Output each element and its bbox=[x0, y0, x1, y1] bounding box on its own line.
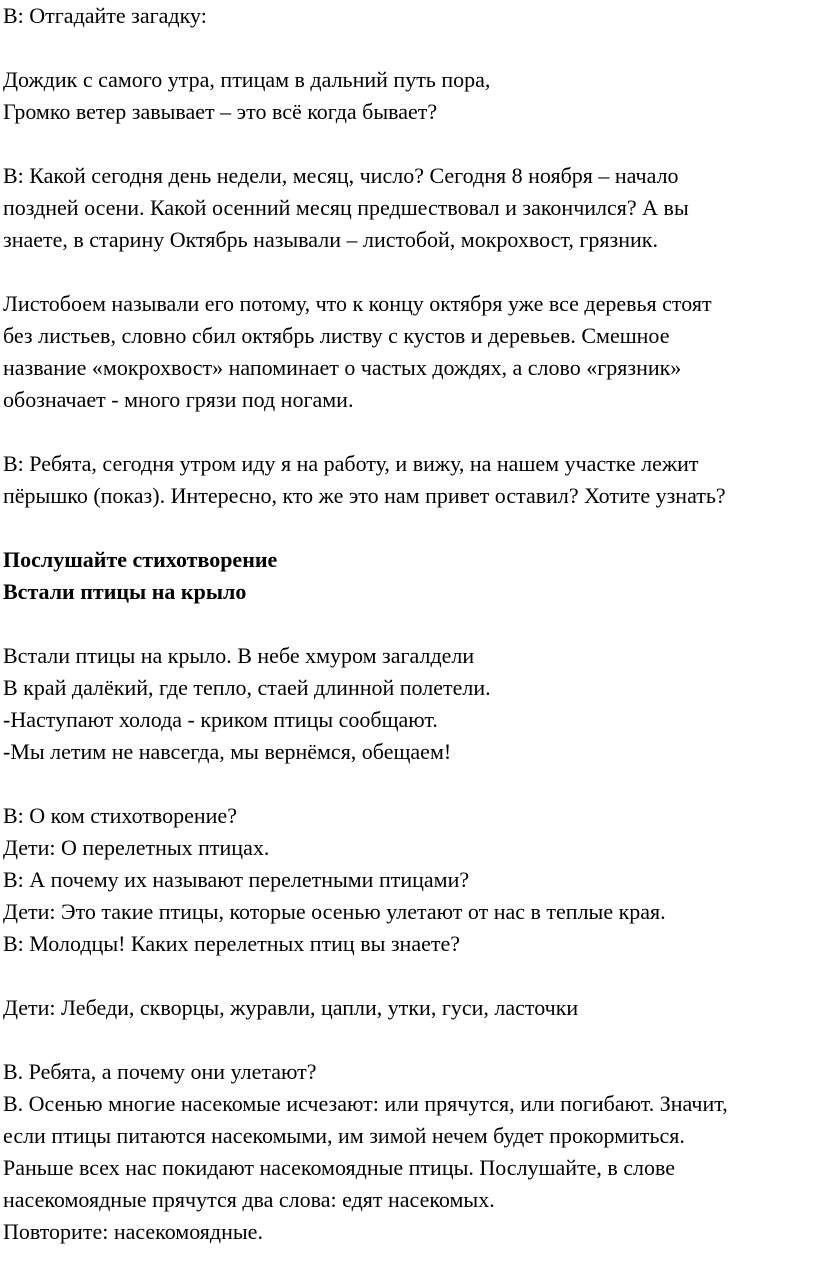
blank-line bbox=[3, 256, 813, 288]
text-line: насекомоядные прячутся два слова: едят насекомых. bbox=[3, 1187, 495, 1212]
text-line: Листобоем называли его потому, что к концу октября уже все деревья стоят bbox=[3, 291, 712, 316]
text-line: знаете, в старину Октябрь называли – листобой, мокрохвост, грязник. bbox=[3, 227, 658, 252]
text-line: обозначает - много грязи под ногами. bbox=[3, 387, 354, 412]
blank-line bbox=[3, 32, 813, 64]
poem-line: В край далёкий, где тепло, стаей длинной полетели. bbox=[3, 675, 491, 700]
poem-title: Встали птицы на крыло bbox=[3, 579, 247, 604]
text-line: Раньше всех нас покидают насекомоядные птицы. Послушайте, в слове bbox=[3, 1155, 676, 1180]
dialogue-line: В. Ребята, а почему они улетают? bbox=[3, 1059, 317, 1084]
text-line: В: Отгадайте загадку: bbox=[3, 3, 207, 28]
text-line: В: Ребята, сегодня утром иду я на работу, и вижу, на нашем участке лежит bbox=[3, 451, 699, 476]
blank-line bbox=[3, 128, 813, 160]
blank-line bbox=[3, 960, 813, 992]
document-page bbox=[3, 0, 813, 1248]
riddle-line: Громко ветер завывает – это всё когда бывает? bbox=[3, 99, 438, 124]
blank-line bbox=[3, 1024, 813, 1056]
dialogue-line: Дети: О перелетных птицах. bbox=[3, 835, 270, 860]
blank-line bbox=[3, 608, 813, 640]
dialogue-line: В: Молодцы! Каких перелетных птиц вы знаете? bbox=[3, 931, 460, 956]
section-heading: Послушайте стихотворение bbox=[3, 547, 278, 572]
dialogue-line: В: О ком стихотворение? bbox=[3, 803, 237, 828]
text-line: В: Какой сегодня день недели, месяц, число? Сегодня 8 ноября – начало bbox=[3, 163, 679, 188]
blank-line bbox=[3, 512, 813, 544]
text-line: В. Осенью многие насекомые исчезают: или прячутся, или погибают. Значит, bbox=[3, 1091, 728, 1116]
text-line: название «мокрохвост» напоминает о частых дождях, а слово «грязник» bbox=[3, 355, 682, 380]
dialogue-line: Дети: Это такие птицы, которые осенью улетают от нас в теплые края. bbox=[3, 899, 666, 924]
dialogue-line: В: А почему их называют перелетными птицами? bbox=[3, 867, 470, 892]
blank-line bbox=[3, 768, 813, 800]
text-line: поздней осени. Какой осенний месяц предшествовал и закончился? А вы bbox=[3, 195, 689, 220]
dialogue-line: Дети: Лебеди, скворцы, журавли, цапли, утки, гуси, ласточки bbox=[3, 995, 579, 1020]
poem-line: Встали птицы на крыло. В небе хмуром загалдели bbox=[3, 643, 475, 668]
riddle-line: Дождик с самого утра, птицам в дальний путь пора, bbox=[3, 67, 491, 92]
text-line: Повторите: насекомоядные. bbox=[3, 1219, 263, 1244]
text-line: без листьев, словно сбил октябрь листву с кустов и деревьев. Смешное bbox=[3, 323, 670, 348]
poem-line: -Мы летим не навсегда, мы вернёмся, обещаем! bbox=[3, 739, 452, 764]
poem-line: -Наступают холода - криком птицы сообщают. bbox=[3, 707, 438, 732]
text-line: пёрышко (показ). Интересно, кто же это нам привет оставил? Хотите узнать? bbox=[3, 483, 726, 508]
text-line: если птицы питаются насекомыми, им зимой нечем будет прокормиться. bbox=[3, 1123, 685, 1148]
blank-line bbox=[3, 416, 813, 448]
